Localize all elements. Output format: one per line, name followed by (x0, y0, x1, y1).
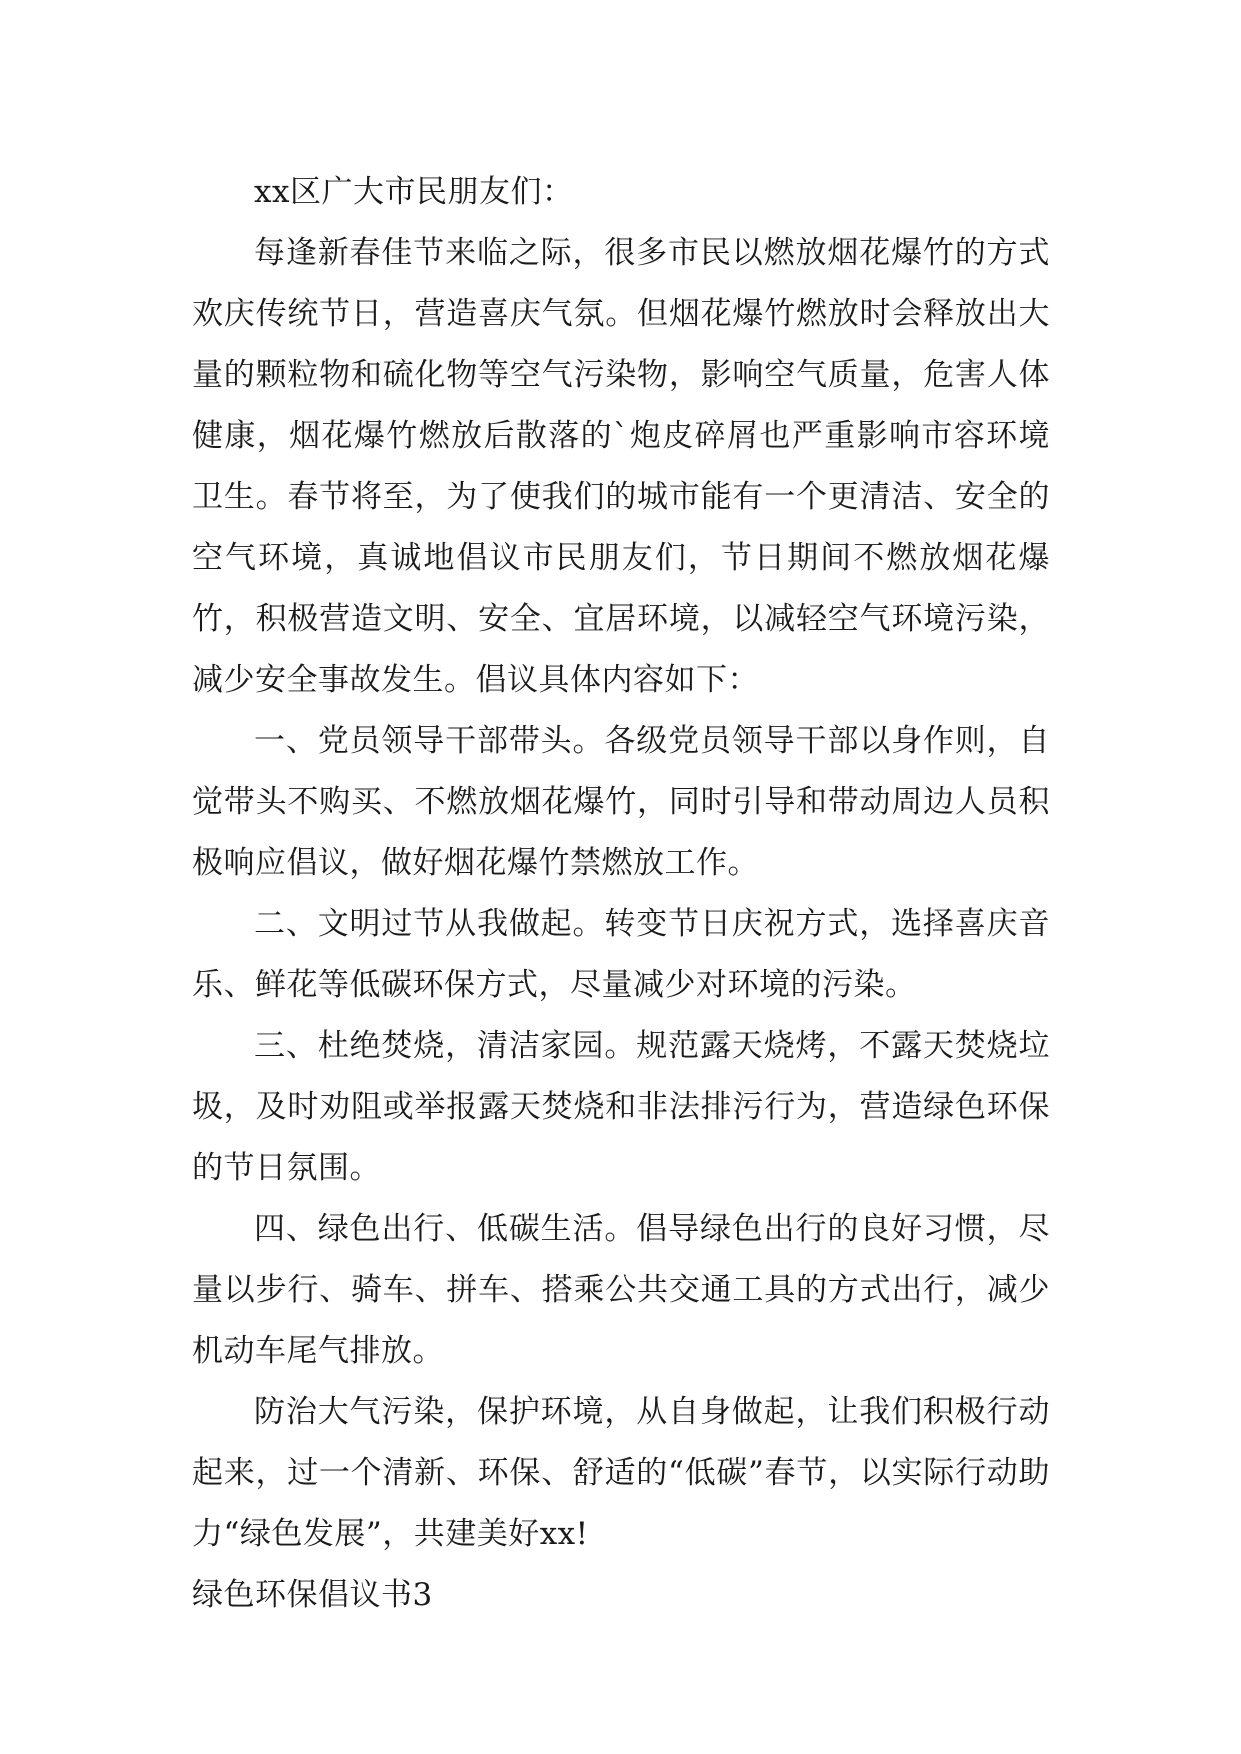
document-body (192, 162, 1050, 1626)
salutation: xx区广大市民朋友们： (254, 174, 574, 210)
proposal-item-3: 三、杜绝焚烧，清洁家园。规范露天烧烤，不露天焚烧垃圾，及时劝阻或举报露天焚烧和非法排污行为，营造绿色环保的节日氛围。 (192, 1028, 1050, 1186)
proposal-item-4: 四、绿色出行、低碳生活。倡导绿色出行的良好习惯，尽量以步行、骑车、拼车、搭乘公共交通工具的方式出行，减少机动车尾气排放。 (192, 1211, 1050, 1369)
closing-paragraph: 防治大气污染，保护环境，从自身做起，让我们积极行动起来，过一个清新、环保、舒适的“低碳”春节，以实际行动助力“绿色发展”，共建美好xx! (192, 1394, 1050, 1552)
proposal-item-1: 一、党员领导干部带头。各级党员领导干部以身作则，自觉带头不购买、不燃放烟花爆竹，同时引导和带动周边人员积极响应倡议，做好烟花爆竹禁燃放工作。 (192, 723, 1050, 881)
proposal-item-2: 二、文明过节从我做起。转变节日庆祝方式，选择喜庆音乐、鲜花等低碳环保方式，尽量减少对环境的污染。 (192, 906, 1050, 1003)
intro-paragraph: 每逢新春佳节来临之际，很多市民以燃放烟花爆竹的方式欢庆传统节日，营造喜庆气氛。但烟花爆竹燃放时会释放出大量的颗粒物和硫化物等空气污染物，影响空气质量，危害人体健康，烟花爆竹燃放后散落的`炮皮碎屑也严重影响市容环境卫生。春节将至，为了使我们的城市能有一个更清洁、安全的空气环境，真诚地倡议市民朋友们，节日期间不燃放烟花爆竹，积极营造文明、安全、宜居环境，以减轻空气环境污染，减少安全事故发生。倡议具体内容如下： (192, 235, 1050, 698)
next-section-heading: 绿色环保倡议书3 (192, 1577, 433, 1613)
